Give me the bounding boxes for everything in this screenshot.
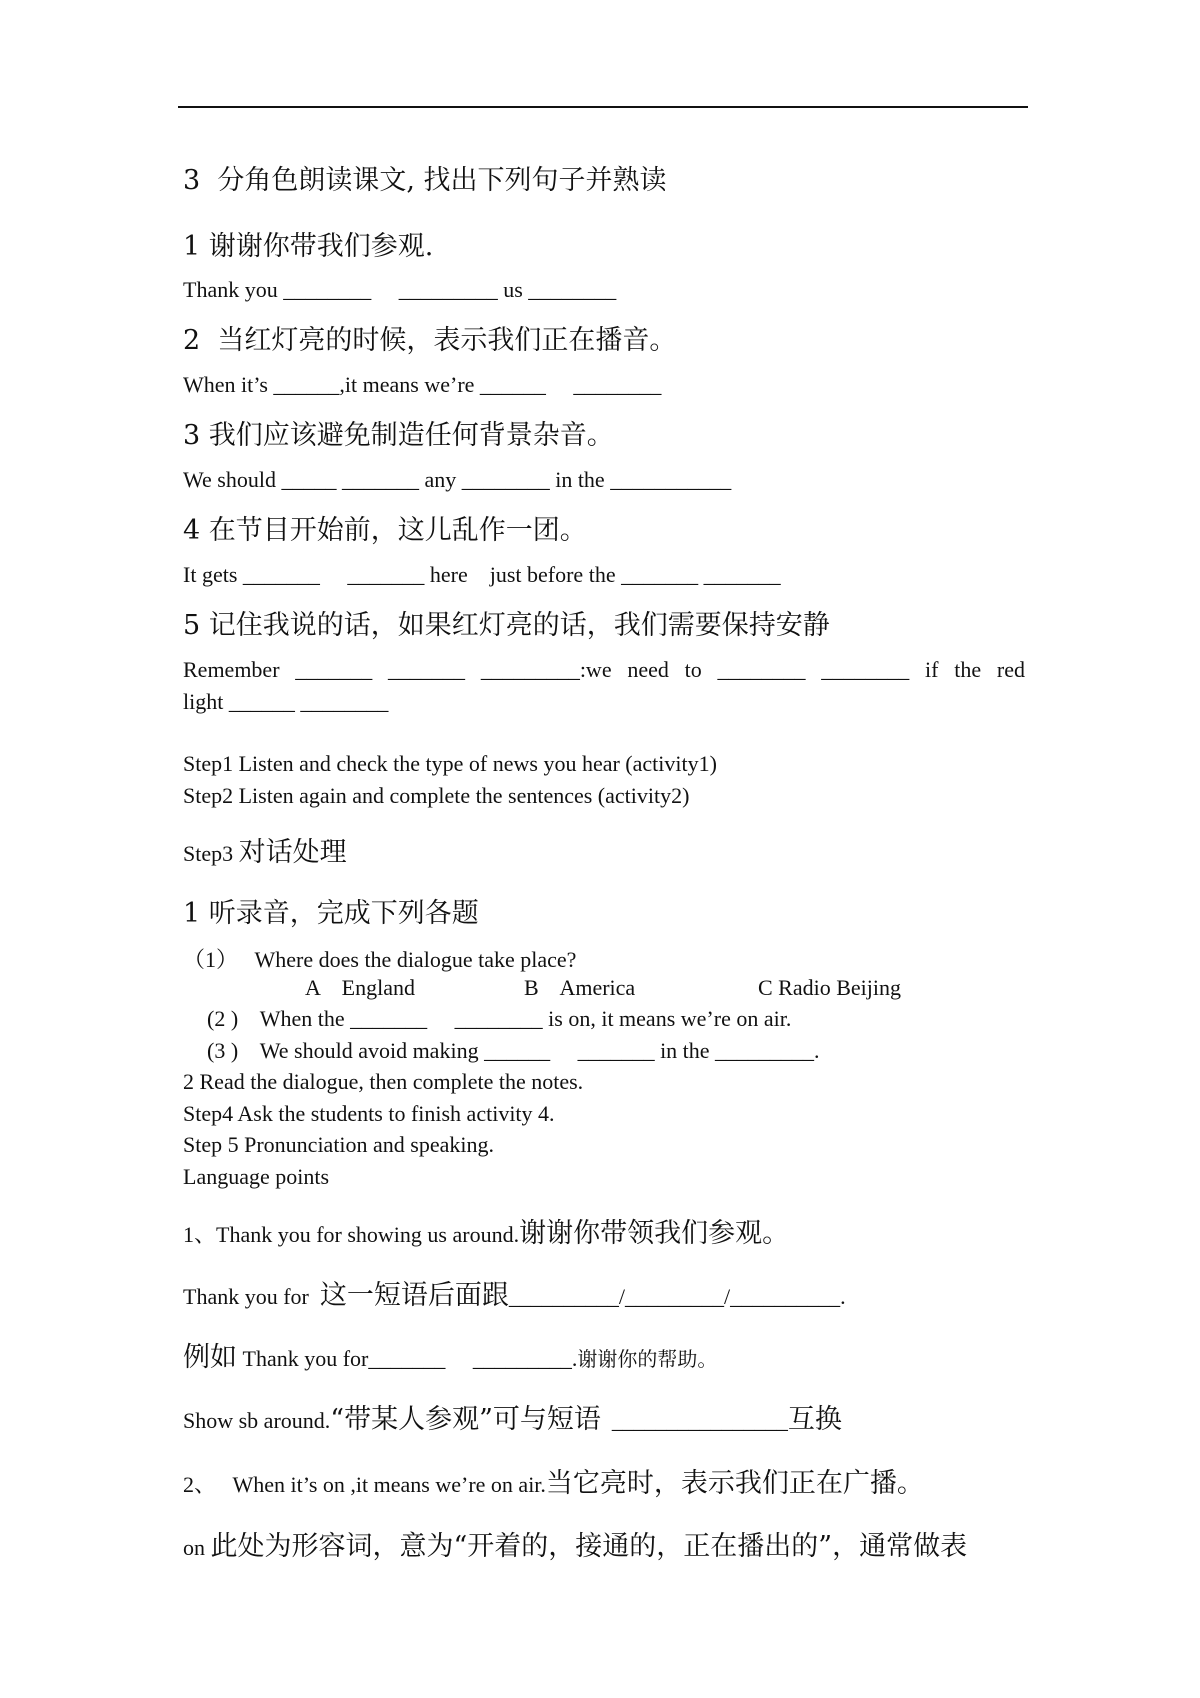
- point-1-synonym-blank: ________________: [600, 1408, 788, 1433]
- point-3-en: on: [183, 1535, 211, 1560]
- point-1-example-zh: 谢谢你的帮助。: [577, 1347, 718, 1371]
- item-3-zh: 3 我们应该避免制造任何背景杂音。: [183, 420, 614, 451]
- item-5-en: Remember _______ _______ _________:we need to ________ ________ if the red: [183, 657, 1025, 682]
- item-3-en: We should _____ _______ any ________ in the ___________: [183, 467, 732, 492]
- language-points-heading: Language points: [183, 1164, 330, 1189]
- item-5-en-cont: light ______ ________: [183, 689, 389, 714]
- point-1: [183, 1211, 789, 1250]
- point-1-example-label: 例如: [183, 1342, 237, 1373]
- question-1: （1） Where does the dialogue take place?: [183, 947, 577, 972]
- point-1-example: [183, 1335, 717, 1374]
- point-1-example-en: Thank you for_______ _________.: [237, 1346, 578, 1371]
- point-1-zh: 谢谢你带领我们参观。: [519, 1218, 790, 1249]
- point-1-synonym-en: Show sb around.: [183, 1408, 331, 1433]
- step2: Step2 Listen again and complete the sentences (activity2): [183, 783, 690, 808]
- item-2-zh: 2 当红灯亮的时候，表示我们正在播音。: [183, 325, 677, 356]
- step3-prefix: Step3: [183, 841, 239, 866]
- point-1-usage-blanks: __________/_________/__________.: [508, 1284, 846, 1309]
- point-2-zh: 当它亮时，表示我们正在广播。: [545, 1468, 924, 1499]
- item-5-zh: 5 记住我说的话，如果红灯亮的话，我们需要保持安静: [183, 610, 830, 641]
- item-4-zh: 4 在节目开始前，这儿乱作一团。: [183, 515, 587, 546]
- step5: Step 5 Pronunciation and speaking.: [183, 1132, 495, 1157]
- point-2: [183, 1461, 924, 1500]
- section-heading: 3 分角色朗读课文, 找出下列句子并熟读: [183, 165, 667, 196]
- item-1-en: Thank you ________ _________ us ________: [183, 277, 617, 302]
- item-2-en: When it’s ______,it means we’re ______ ________: [183, 372, 662, 397]
- point-1-usage-zh: 这一短语后面跟: [319, 1280, 509, 1311]
- point-1-synonym-zh2: 互换: [787, 1404, 842, 1435]
- point-1-en: 1、Thank you for showing us around.: [183, 1222, 520, 1247]
- item-4-en: It gets _______ _______ here just before the _______ _______: [183, 562, 781, 587]
- point-1-usage: [183, 1273, 846, 1312]
- item-1-zh: 1 谢谢你带我们参观.: [183, 231, 434, 262]
- listening-heading: 1 听录音，完成下列各题: [183, 898, 479, 929]
- step3-zh: 对话处理: [238, 837, 347, 868]
- option-b: B America: [524, 975, 636, 1000]
- point-3-zh: 此处为形容词，意为“开着的，接通的，正在播出的”，通常做表: [210, 1531, 968, 1562]
- point-3: [183, 1524, 967, 1563]
- point-1-usage-en: Thank you for: [183, 1284, 320, 1309]
- step3: [183, 830, 347, 869]
- read-dialogue: 2 Read the dialogue, then complete the notes.: [183, 1069, 584, 1094]
- option-a: A England: [305, 975, 415, 1000]
- question-2: (2 ) When the _______ ________ is on, it means we’re on air.: [207, 1006, 792, 1031]
- point-1-synonym: [183, 1397, 842, 1436]
- question-3: (3 ) We should avoid making ______ _______ in the _________.: [207, 1038, 820, 1063]
- point-1-synonym-zh: “带某人参观”可与短语: [330, 1404, 601, 1435]
- option-c: C Radio Beijing: [758, 975, 901, 1000]
- top-rule: [178, 106, 1028, 108]
- step1: Step1 Listen and check the type of news you hear (activity1): [183, 751, 717, 776]
- point-2-en: 2、 When it’s on ,it means we’re on air.: [183, 1472, 546, 1497]
- step4: Step4 Ask the students to finish activity 4.: [183, 1101, 555, 1126]
